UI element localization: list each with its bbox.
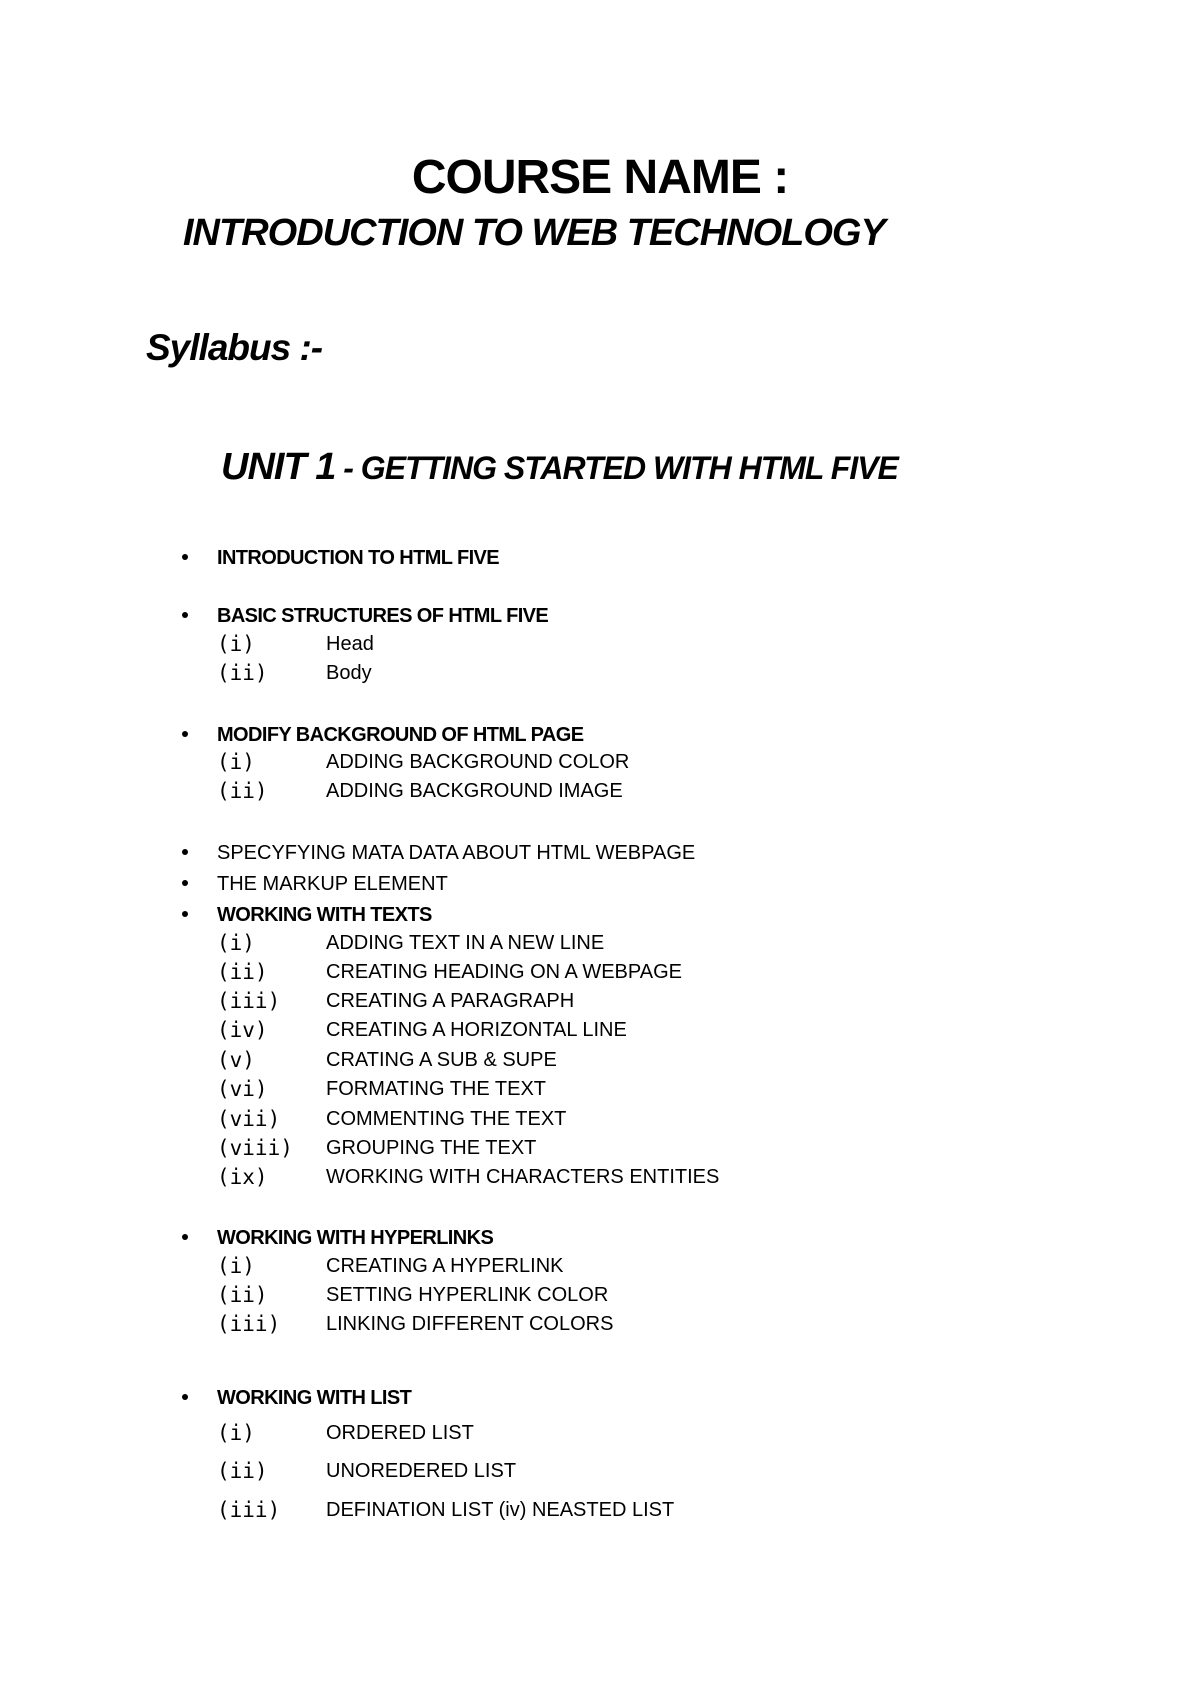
section-title: MODIFY BACKGROUND OF HTML PAGE xyxy=(217,724,584,746)
sub-item-text: ADDING TEXT IN A NEW LINE xyxy=(326,932,605,954)
sub-item-number: (i) xyxy=(217,1254,255,1278)
sub-item-text: LINKING DIFFERENT COLORS xyxy=(326,1313,614,1335)
sub-item-number: (iii) xyxy=(217,989,281,1013)
section-title: WORKING WITH HYPERLINKS xyxy=(217,1227,494,1249)
sub-item-number: (ii) xyxy=(217,1459,268,1483)
sub-item xyxy=(0,1312,1200,1340)
syllabus-section xyxy=(0,604,1200,632)
unit-heading xyxy=(221,446,898,489)
sub-item xyxy=(0,931,1200,959)
sub-item xyxy=(0,1107,1200,1135)
sub-item-number: (vii) xyxy=(217,1107,281,1131)
sub-item-number: (ii) xyxy=(217,779,268,803)
sub-item xyxy=(0,779,1200,807)
sub-item xyxy=(0,632,1200,660)
section-title: WORKING WITH LIST xyxy=(217,1387,412,1409)
sub-item-number: (vi) xyxy=(217,1077,268,1101)
sub-item xyxy=(0,1136,1200,1164)
bullet-icon xyxy=(182,731,188,737)
sub-item xyxy=(0,1421,1200,1449)
syllabus-section xyxy=(0,903,1200,931)
sub-item-text: CREATING A PARAGRAPH xyxy=(326,990,575,1012)
sub-item xyxy=(0,1498,1200,1526)
sub-item-number: (viii) xyxy=(217,1136,293,1160)
sub-item-text: DEFINATION LIST (iv) NEASTED LIST xyxy=(326,1499,675,1521)
bullet-icon xyxy=(182,554,188,560)
unit-name: - GETTING STARTED WITH HTML FIVE xyxy=(335,450,898,486)
syllabus-label: Syllabus :- xyxy=(146,327,323,368)
sub-item-number: (i) xyxy=(217,750,255,774)
sub-item-number: (iii) xyxy=(217,1498,281,1522)
sub-item-text: WORKING WITH CHARACTERS ENTITIES xyxy=(326,1166,720,1188)
syllabus-section xyxy=(0,723,1200,751)
syllabus-section xyxy=(0,841,1200,869)
section-title: WORKING WITH TEXTS xyxy=(217,904,432,926)
sub-item-number: (ii) xyxy=(217,960,268,984)
sub-item xyxy=(0,1077,1200,1105)
sub-item-text: CREATING A HORIZONTAL LINE xyxy=(326,1019,627,1041)
sub-item-number: (ii) xyxy=(217,1283,268,1307)
sub-item xyxy=(0,750,1200,778)
sub-item-text: ORDERED LIST xyxy=(326,1422,474,1444)
sub-item-text: COMMENTING THE TEXT xyxy=(326,1108,567,1130)
sub-item-text: CRATING A SUB & SUPE xyxy=(326,1049,557,1071)
sub-item-text: UNOREDERED LIST xyxy=(326,1460,517,1482)
syllabus-section xyxy=(0,546,1200,574)
sub-item xyxy=(0,1018,1200,1046)
sub-item xyxy=(0,1283,1200,1311)
bullet-icon xyxy=(182,880,188,886)
sub-item-text: SETTING HYPERLINK COLOR xyxy=(326,1284,609,1306)
section-title: THE MARKUP ELEMENT xyxy=(217,873,448,895)
sub-item-text: ADDING BACKGROUND COLOR xyxy=(326,751,630,773)
sub-item xyxy=(0,1048,1200,1076)
sub-item-number: (iii) xyxy=(217,1312,281,1336)
course-label: COURSE NAME : xyxy=(411,151,789,204)
section-title: INTRODUCTION TO HTML FIVE xyxy=(217,547,500,569)
sub-item-text: CREATING HEADING ON A WEBPAGE xyxy=(326,961,682,983)
sub-item xyxy=(0,1459,1200,1487)
sub-item xyxy=(0,661,1200,689)
course-name: INTRODUCTION TO WEB TECHNOLOGY xyxy=(183,212,885,254)
sub-item-number: (v) xyxy=(217,1048,255,1072)
sub-item-text: Body xyxy=(326,662,372,684)
sub-item-number: (iv) xyxy=(217,1018,268,1042)
bullet-icon xyxy=(182,1234,188,1240)
sub-item-text: GROUPING THE TEXT xyxy=(326,1137,537,1159)
sub-item-number: (i) xyxy=(217,931,255,955)
syllabus-section xyxy=(0,1226,1200,1254)
sub-item xyxy=(0,960,1200,988)
sub-item xyxy=(0,1254,1200,1282)
sub-item-number: (ii) xyxy=(217,661,268,685)
syllabus-section xyxy=(0,872,1200,900)
bullet-icon xyxy=(182,849,188,855)
section-title: SPECYFYING MATA DATA ABOUT HTML WEBPAGE xyxy=(217,842,696,864)
sub-item-text: ADDING BACKGROUND IMAGE xyxy=(326,780,623,802)
bullet-icon xyxy=(182,1394,188,1400)
sub-item xyxy=(0,989,1200,1017)
sub-item-text: Head xyxy=(326,633,374,655)
section-title: BASIC STRUCTURES OF HTML FIVE xyxy=(217,605,549,627)
sub-item xyxy=(0,1165,1200,1193)
sub-item-text: FORMATING THE TEXT xyxy=(326,1078,547,1100)
sub-item-number: (i) xyxy=(217,632,255,656)
syllabus-section xyxy=(0,1386,1200,1414)
sub-item-number: (i) xyxy=(217,1421,255,1445)
unit-number: UNIT 1 xyxy=(221,446,336,488)
bullet-icon xyxy=(182,612,188,618)
sub-item-number: (ix) xyxy=(217,1165,268,1189)
sub-item-text: CREATING A HYPERLINK xyxy=(326,1255,564,1277)
bullet-icon xyxy=(182,911,188,917)
